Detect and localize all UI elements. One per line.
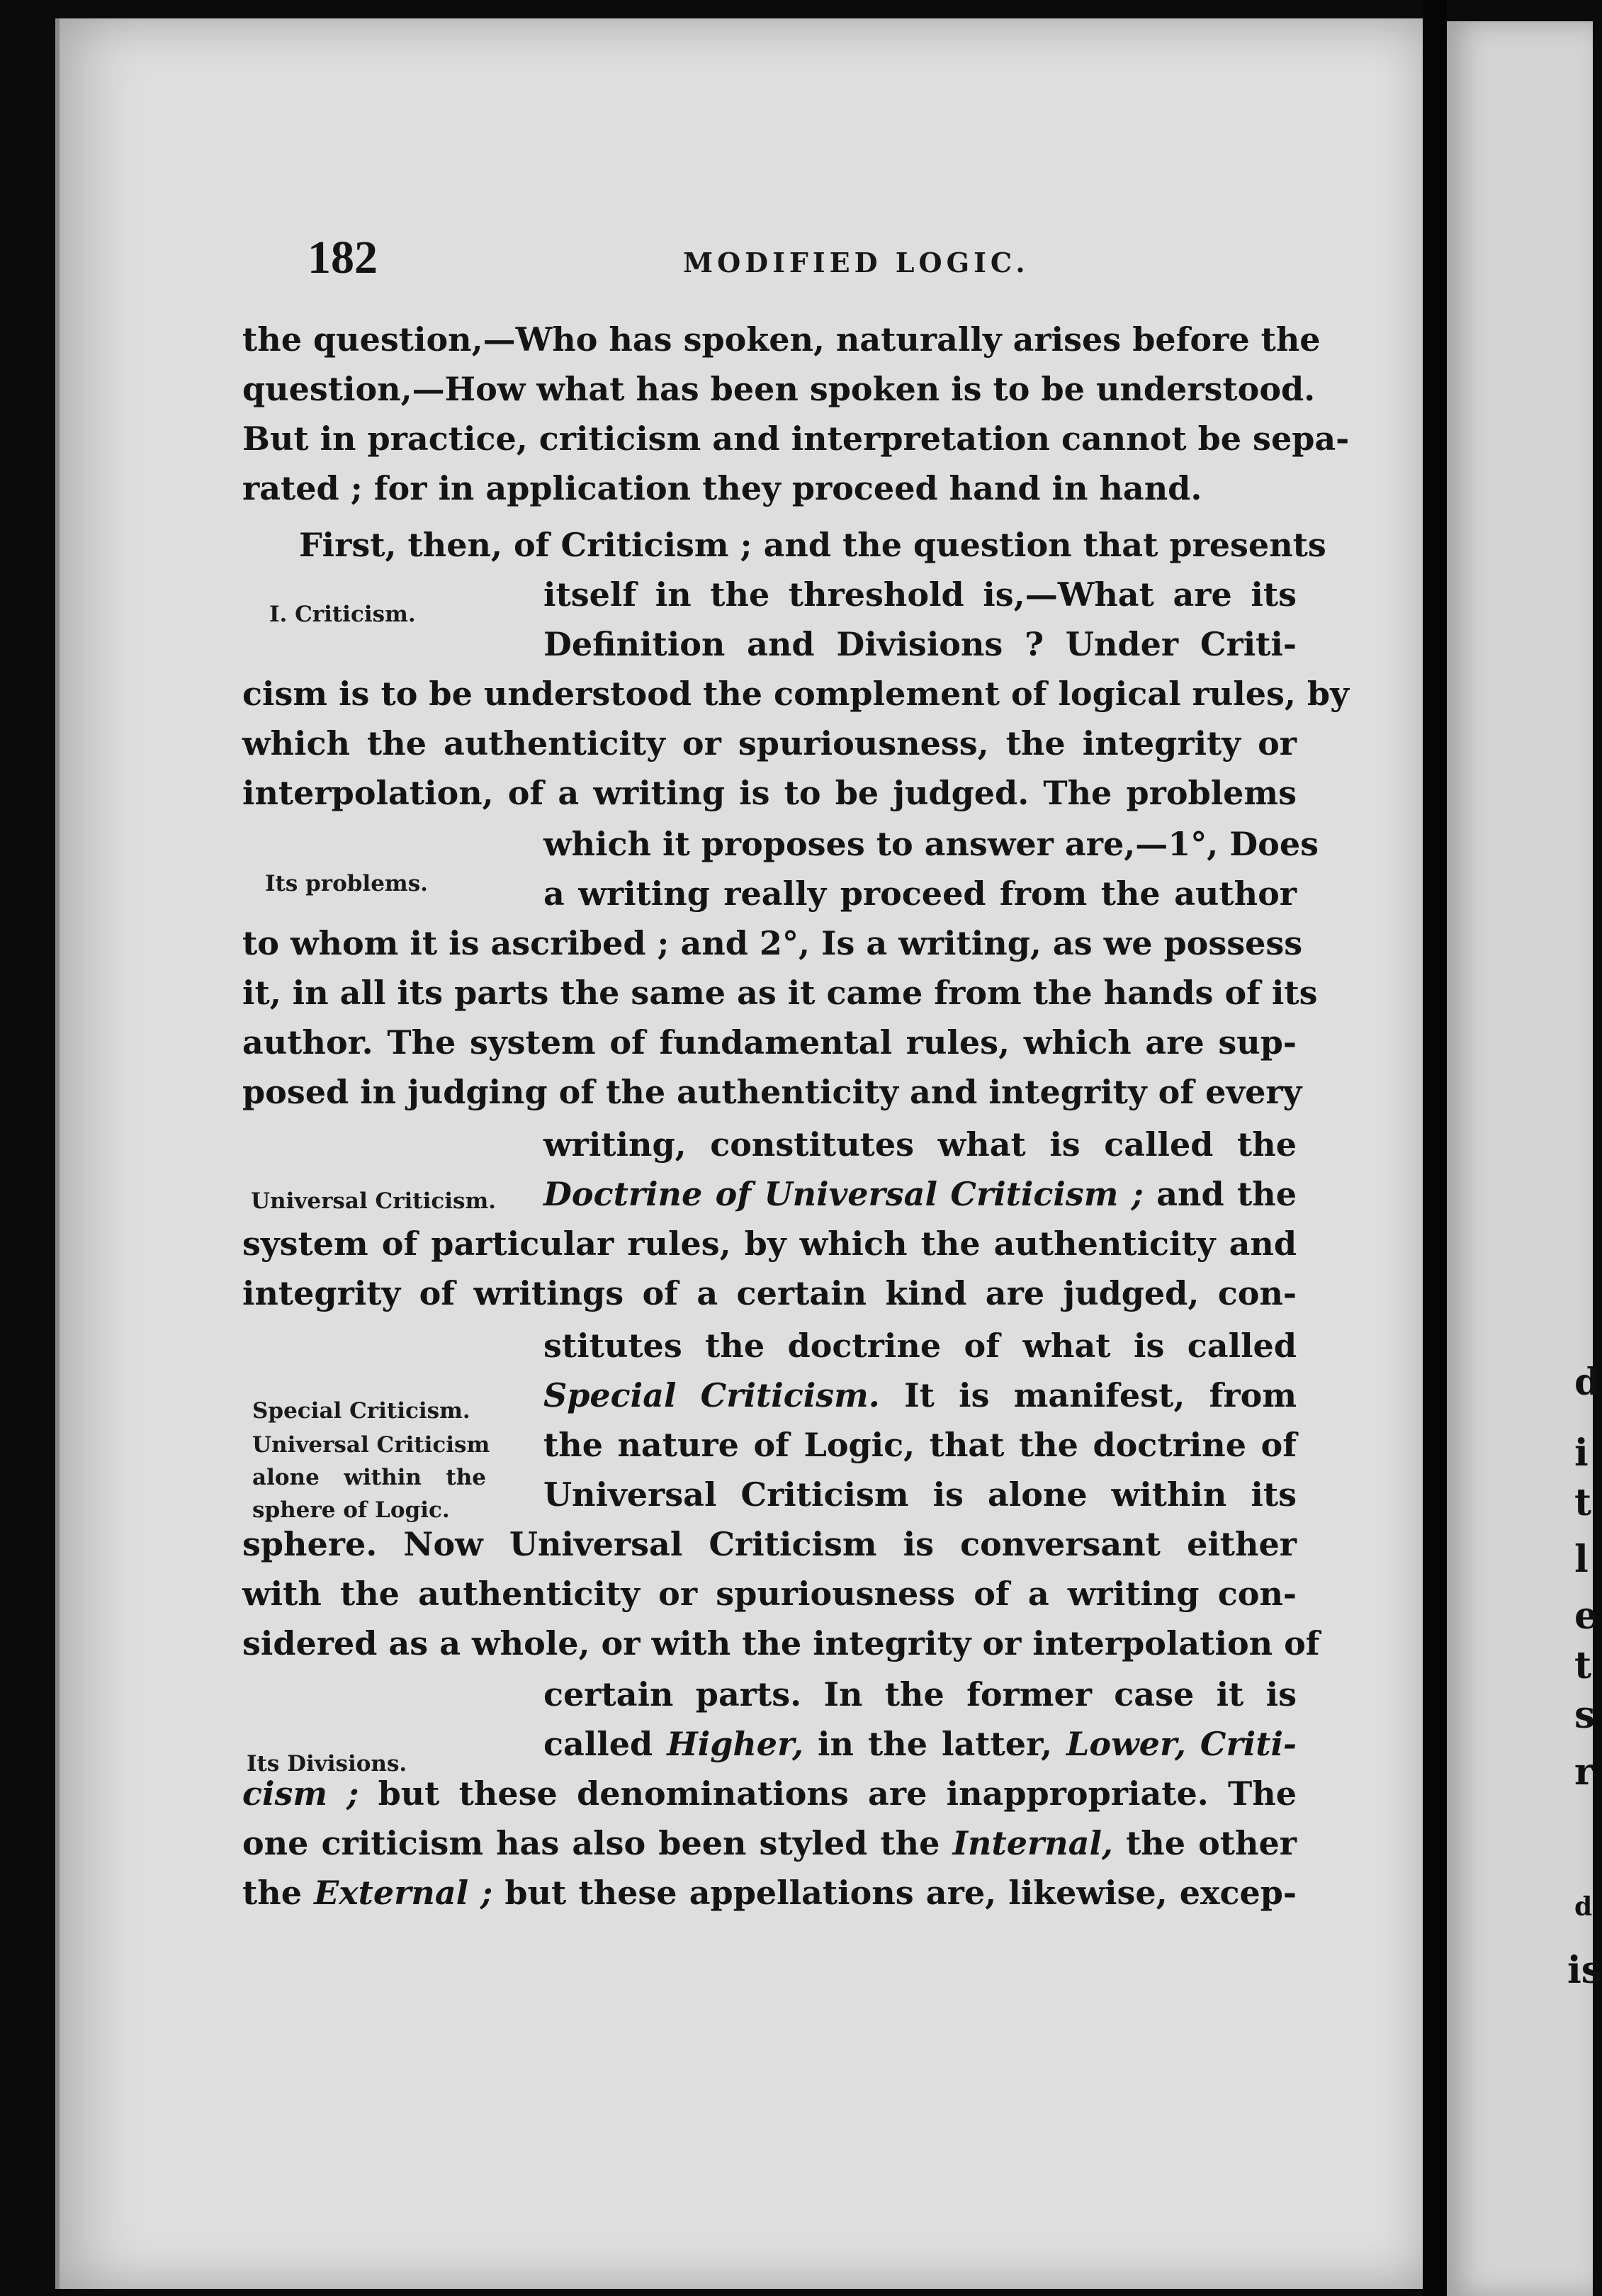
italic-term: Higher, [667, 1725, 803, 1763]
margin-note-divisions: Its Divisions. [247, 1751, 407, 1777]
text-line: to whom it is ascribed ; and 2°, Is a writing, as we possess [242, 924, 1303, 962]
margin-note-alone-3: sphere of Logic. [252, 1497, 450, 1523]
page-number: 182 [308, 232, 378, 283]
text-line: sphere. Now Universal Criticism is conversant either [242, 1525, 1297, 1563]
body-text [242, 315, 1350, 2015]
edge-char: d [1574, 1892, 1593, 1922]
margin-note-problems: Its problems. [265, 871, 428, 896]
italic-term: Lower, Criti- [1066, 1725, 1297, 1763]
text-line: it, in all its parts the same as it came from the hands of its [242, 974, 1318, 1012]
margin-note-alone-1: Universal Criticism [252, 1432, 490, 1458]
text-line: integrity of writings of a certain kind are judged, con- [242, 1274, 1297, 1312]
text-line: stitutes the doctrine of what is called [543, 1327, 1297, 1365]
margin-note-criticism: I. Criticism. [269, 602, 416, 627]
italic-term: Doctrine of Universal Criticism ; [543, 1175, 1144, 1213]
book-page [55, 18, 1427, 2289]
edge-char: r [1574, 1750, 1594, 1794]
edge-char: s [1574, 1694, 1596, 1737]
text-line [543, 1719, 1297, 1769]
text-line: the nature of Logic, that the doctrine of [543, 1426, 1297, 1464]
text-line: question,—How what has been spoken is to be understood. [242, 370, 1316, 408]
edge-char: t [1574, 1644, 1592, 1687]
edge-char: e [1574, 1594, 1598, 1638]
text-line: the question,—Who has spoken, naturally arises before the [242, 320, 1321, 359]
text-line: author. The system of fundamental rules, which are sup- [242, 1023, 1297, 1062]
margin-note-alone-2: alone within the [252, 1465, 486, 1490]
margin-note-special: Special Criticism. [252, 1398, 470, 1424]
text-line [543, 1169, 1297, 1219]
edge-char: d [1574, 1361, 1601, 1404]
text-line [242, 1818, 1297, 1868]
text-line: a writing really proceed from the author [543, 874, 1297, 913]
text-span: but these appellations are, likewise, excep- [504, 1874, 1297, 1912]
text-line: posed in judging of the authenticity and integrity of every [242, 1073, 1302, 1111]
edge-char: is [1567, 1949, 1602, 1992]
text-line: sidered as a whole, or with the integrity or interpolation of [242, 1624, 1320, 1662]
text-line: with the authenticity or spuriousness of a writing con- [242, 1575, 1297, 1613]
text-span: in the latter, [818, 1725, 1052, 1763]
text-span: the other [1126, 1824, 1297, 1862]
text-span: It is manifest, from [904, 1376, 1297, 1414]
italic-term: Internal, [952, 1824, 1113, 1862]
italic-term: Special Criticism. [543, 1376, 880, 1414]
text-span: and the [1156, 1175, 1297, 1213]
edge-char: t [1574, 1481, 1592, 1524]
text-line [242, 1769, 1297, 1818]
text-line: interpolation, of a writing is to be judged. The problems [242, 774, 1297, 812]
running-title: MODIFIED LOGIC. [683, 247, 1030, 278]
text-line: system of particular rules, by which the authenticity and [242, 1225, 1297, 1263]
text-line: Universal Criticism is alone within its [543, 1475, 1297, 1514]
italic-term: External ; [314, 1874, 493, 1912]
margin-note-universal: Universal Criticism. [251, 1188, 497, 1214]
page-header [308, 231, 1335, 288]
text-line: But in practice, criticism and interpretation cannot be sepa- [242, 420, 1350, 458]
text-line: which the authenticity or spuriousness, the integrity or [242, 724, 1297, 762]
text-span: the [242, 1874, 302, 1912]
text-line: itself in the threshold is,—What are its [543, 575, 1297, 614]
text-line: cism is to be understood the complement of logical rules, by [242, 675, 1349, 713]
text-line [543, 1371, 1297, 1420]
text-line: certain parts. In the former case it is [543, 1675, 1297, 1713]
text-span: called [543, 1725, 653, 1763]
text-line: writing, constitutes what is called the [543, 1125, 1297, 1164]
edge-char: i [1574, 1431, 1589, 1475]
text-line: First, then, of Criticism ; and the question that presents [299, 526, 1326, 564]
text-line [242, 1868, 1297, 1918]
facing-page-edge [1447, 21, 1602, 2296]
text-line: Definition and Divisions ? Under Criti- [543, 625, 1297, 663]
text-line: rated ; for in application they proceed hand in hand. [242, 469, 1202, 507]
text-line: which it proposes to answer are,—1°, Does [543, 825, 1319, 863]
text-span: but these denominations are inappropriate. The [378, 1774, 1297, 1813]
text-span: one criticism has also been styled the [242, 1824, 940, 1862]
italic-term: cism ; [242, 1774, 359, 1813]
edge-char: l [1574, 1538, 1589, 1581]
book-gutter [1423, 0, 1447, 2296]
